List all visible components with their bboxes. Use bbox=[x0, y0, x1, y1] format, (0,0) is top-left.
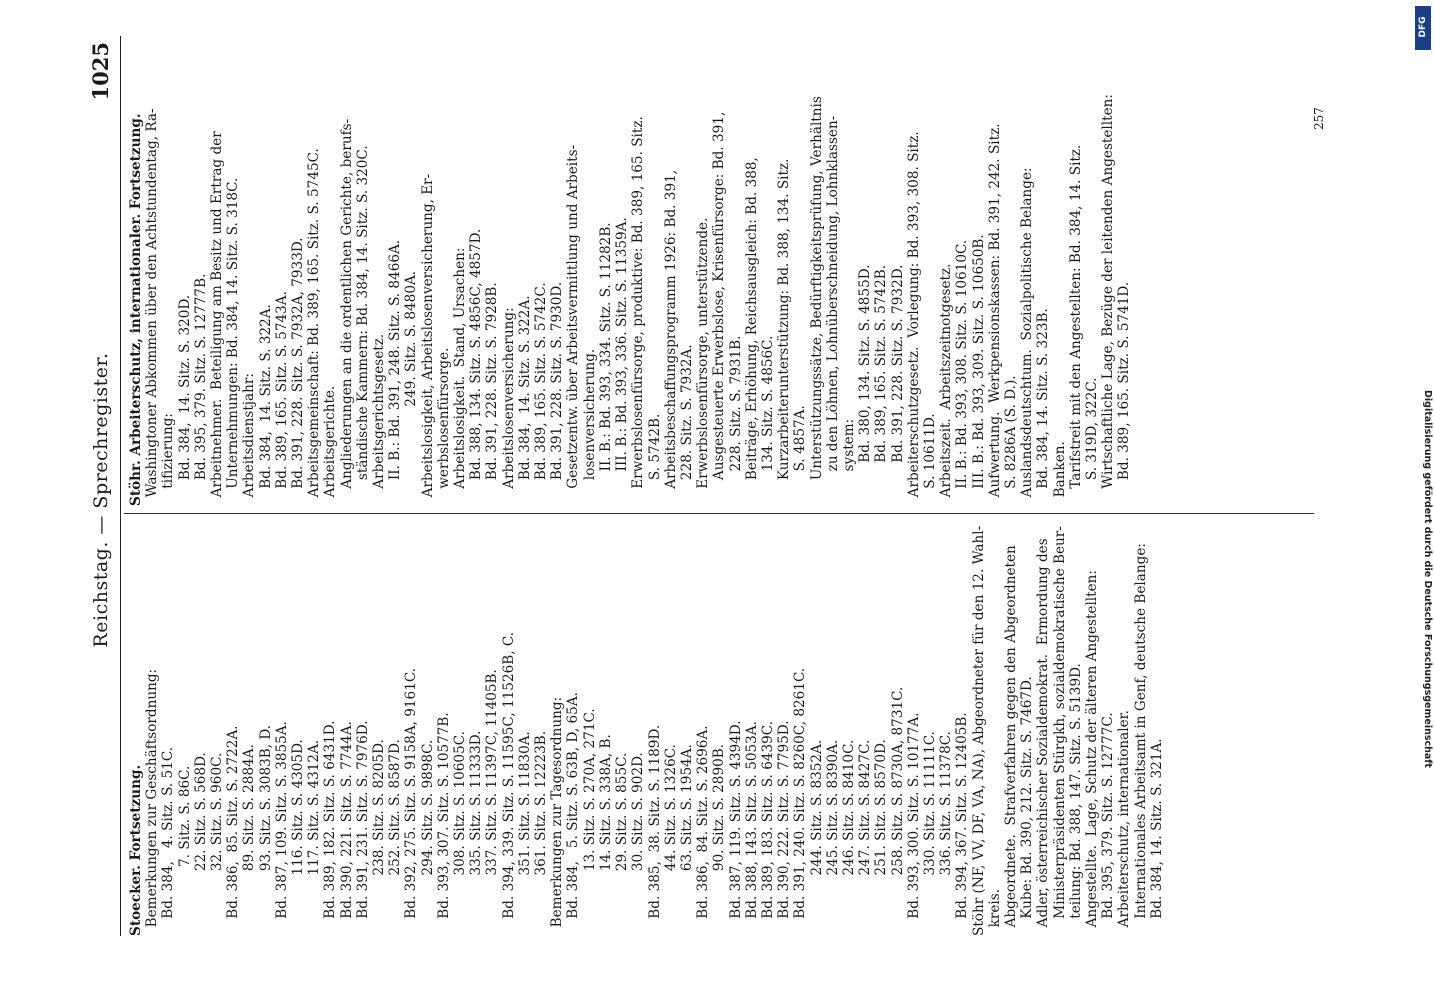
register-line: Erwerbslosenfürsorge, unterstützende. bbox=[695, 217, 712, 506]
register-line: 63. Sitz. S. 1954A. bbox=[678, 744, 695, 936]
register-line: Bd. 384, 5. Sitz. S. 63B, D, 65A. bbox=[565, 692, 582, 936]
register-line: Arbeitszeit. Arbeitszeitnotgesetz. bbox=[938, 263, 955, 506]
register-line: Bd. 384, 14. Sitz. S. 320D. bbox=[176, 294, 193, 506]
register-line: tifizierung: bbox=[160, 412, 177, 506]
register-line: 22. Sitz. S. 568D. bbox=[192, 752, 209, 936]
register-line: II. B.: Bd. 391, 248. Sitz. S. 8466A. bbox=[387, 239, 404, 506]
register-line: 249. Sitz. S. 8480A. bbox=[403, 270, 420, 506]
register-line: 7. Sitz. S. 86C. bbox=[176, 765, 193, 936]
register-line: kreis. bbox=[986, 888, 1003, 936]
register-line: Bd. 390, 221. Sitz. S. 7744A. bbox=[338, 721, 355, 936]
register-line: 116. Sitz. S. 4305D. bbox=[290, 739, 307, 936]
register-line: Erwerbslosenfürsorge, produktive: Bd. 389, 165. Sitz. bbox=[630, 116, 647, 506]
register-line: 258. Sitz. S. 8730A, 8731C. bbox=[889, 686, 906, 936]
register-line: Bd. 389, 165. Sitz. S. 5743A. bbox=[273, 291, 290, 506]
register-line: Bd. 391, 228. Sitz. S. 7932A, 7933D. bbox=[290, 237, 307, 506]
register-line: Bd. 391, 228. Sitz. S. 7930D. bbox=[549, 281, 566, 506]
register-line: Bd. 387, 119. Sitz. S. 4394D. bbox=[727, 720, 744, 936]
register-line: Auslandsdeutschtum. Sozialpolitische Belange: bbox=[1019, 167, 1036, 506]
register-line: ständische Kammern: Bd. 384, 14. Sitz. S. 320C. bbox=[354, 145, 371, 506]
register-line: Ministerpräsidenten Stürgkh, sozialdemokratische Beur- bbox=[1051, 526, 1068, 936]
register-line: 330. Sitz. S. 11111C. bbox=[921, 731, 938, 936]
register-line: S. 10611D. bbox=[921, 413, 938, 506]
register-line: Angliederungen an die ordentlichen Gerichte, berufs- bbox=[338, 118, 355, 506]
register-line: II. B.: Bd. 393, 334. Sitz. S. 11282B. bbox=[597, 222, 614, 506]
register-line: 247. Sitz. S. 8427C. bbox=[857, 739, 874, 936]
register-line: Wirtschaftliche Lage, Bezüge der leitenden Angestellten: bbox=[1100, 94, 1117, 506]
register-line: Bd. 389, 165. Sitz. S. 5741D. bbox=[1116, 281, 1133, 506]
register-line: Abgeordnete. Strafverfahren gegen den Abgeordneten bbox=[1002, 545, 1019, 936]
register-line: Bd. 387, 109. Sitz. S. 3855A. bbox=[273, 721, 290, 936]
register-line: Bd. 389, 165. Sitz. S. 5742C. bbox=[533, 282, 550, 506]
register-line: Bd. 384, 14. Sitz. S. 322A. bbox=[516, 295, 533, 506]
register-line: Banken. bbox=[1051, 441, 1068, 506]
register-line: 228. Sitz. S. 7932A. bbox=[678, 344, 695, 506]
register-line: 134. Sitz. S. 4856C. bbox=[759, 335, 776, 506]
register-line: Arbeitslosenversicherung: bbox=[500, 307, 517, 506]
register-line: Bd. 392, 275. Sitz. S. 9158A, 9161C. bbox=[403, 667, 420, 936]
register-line: Bd. 391, 240. Sitz. S. 8260C, 8261C. bbox=[792, 667, 809, 936]
register-line: Arbeiterschutz, internationaler. bbox=[1116, 710, 1133, 936]
register-line: Adler, österreichischer Sozialdemokrat. Ermordung des bbox=[1035, 538, 1052, 936]
register-line: Bd. 393, 300. Sitz. S. 10177A. bbox=[905, 712, 922, 936]
register-line: Bd. 391, 228. Sitz. S. 7932D. bbox=[889, 264, 906, 506]
register-line: Bd. 393, 307. Sitz. S. 10577B. bbox=[435, 712, 452, 936]
register-line: 89. Sitz. S. 2884A. bbox=[241, 744, 258, 936]
register-line: 294. Sitz. S. 9898C. bbox=[419, 739, 436, 936]
register-line: Bd. 394, 339. Sitz. S. 11595C, 11526B, C. bbox=[500, 631, 517, 936]
register-line: 245. Sitz. S. 8390A. bbox=[824, 739, 841, 936]
register-line: Bd. 389, 165. Sitz. S. 5742B. bbox=[873, 264, 890, 506]
register-line: S. 5742B. bbox=[646, 413, 663, 506]
register-line: Kube: Bd. 390, 212. Sitz. S. 7467D. bbox=[1019, 676, 1036, 936]
register-line: Bd. 384, 14. Sitz. S. 323B. bbox=[1035, 308, 1052, 506]
signature-number: 257 bbox=[1312, 107, 1326, 130]
register-line: Bd. 395, 379. Sitz. S. 12777C. bbox=[1100, 712, 1117, 936]
register-line: 93. Sitz. S. 3083B, D. bbox=[257, 724, 274, 936]
register-line: 14. Sitz. S. 338A, B. bbox=[597, 734, 614, 936]
register-line: III. B.: Bd. 393, 309. Sitz. S. 10650B. bbox=[970, 234, 987, 506]
register-line: 336. Sitz. S. 11378C. bbox=[938, 731, 955, 936]
left-column bbox=[128, 506, 1165, 936]
register-line: Stoecker. Fortsetzung. bbox=[128, 764, 144, 936]
register-line: Bd. 391, 231. Sitz. S. 7976D. bbox=[354, 720, 371, 936]
register-line: Arbeitsgemeinschaft: Bd. 389, 165. Sitz. S. 5745C. bbox=[306, 148, 323, 506]
register-line: 251. Sitz. S. 8570D. bbox=[873, 739, 890, 936]
register-line: 252. Sitz. S. 8587D. bbox=[387, 739, 404, 936]
register-line: 361. Sitz. S. 12223B. bbox=[533, 730, 550, 936]
register-line: 244. Sitz. S. 8352A. bbox=[808, 739, 825, 936]
register-line: Stöhr (NF, VV, DF, VA, NA), Abgeordneter für den 12. Wahl- bbox=[970, 525, 987, 936]
register-line: Bd. 386, 85. Sitz. S. 2722A. bbox=[225, 725, 242, 936]
register-line: Gesetzentw. über Arbeitsvermittlung und Arbeits- bbox=[565, 144, 582, 506]
register-line: 30. Sitz. S. 902D. bbox=[630, 752, 647, 936]
running-title: Reichstag. — Sprechregister. bbox=[90, 352, 112, 648]
register-line: Bd. 390, 222. Sitz. S. 7795D. bbox=[776, 720, 793, 936]
register-line: system: bbox=[840, 418, 857, 506]
right-column bbox=[128, 76, 1133, 506]
register-line: 228. Sitz. S. 7931B. bbox=[727, 335, 744, 506]
register-line: Arbeitsgerichtsgesetz. bbox=[371, 333, 388, 506]
dfg-logo-text: DFG bbox=[1418, 16, 1428, 38]
register-line: 13. Sitz. S. 270A, 271C. bbox=[581, 708, 598, 936]
register-line: Beiträge, Erhöhung, Reichsausgleich: Bd. 388, bbox=[743, 157, 760, 506]
register-line: Bemerkungen zur Tagesordnung: bbox=[549, 696, 566, 936]
register-line: Bd. 380, 134. Sitz. S. 4855D. bbox=[857, 264, 874, 506]
page-header bbox=[88, 40, 118, 960]
digitization-note: Digitalisierung gefördert durch die Deutsche Forschungsgemeinschaft bbox=[1422, 390, 1433, 768]
register-line: Bd. 388, 134. Sitz. S. 4856C, 4857D. bbox=[468, 228, 485, 506]
register-line: Arbeitslosigkeit. Stand, Ursachen: bbox=[452, 247, 469, 506]
register-line: Bd. 395, 379. Sitz. S. 12777B. bbox=[192, 273, 209, 506]
register-line: S. 4857A. bbox=[792, 405, 809, 506]
register-line: 246. Sitz. S. 8410C. bbox=[840, 739, 857, 936]
register-line: Ausgesteuerte Erwerbslose, Krisenfürsorge: Bd. 391, bbox=[711, 111, 728, 506]
register-line: losenversicherung. bbox=[581, 348, 598, 506]
register-line: Arbeitsdienstjahr: bbox=[241, 373, 258, 506]
register-line: Bd. 394, 367. Sitz. S. 12405B. bbox=[954, 712, 971, 936]
register-line: III. B.: Bd. 393, 336. Sitz. S. 11359A. bbox=[614, 217, 631, 506]
register-line: Aufwertung. Werkpensionskassen: Bd. 391, 242. Sitz. bbox=[986, 123, 1003, 506]
register-line: Bd. 389, 183. Sitz. S. 6439C. bbox=[759, 720, 776, 936]
register-line: Bd. 389, 182. Sitz. S. 6431D. bbox=[322, 720, 339, 936]
register-line: werbslosenfürsorge. bbox=[435, 347, 452, 506]
register-line: Unternehmungen: Bd. 384, 14. Sitz. S. 318C. bbox=[225, 177, 242, 506]
header-rule bbox=[120, 36, 121, 936]
register-line: Stöhr. Arbeiterschutz, internationaler. Fortsetzung. bbox=[128, 113, 144, 506]
register-line: Unterstützungssätze, Bedürftigkeitsprüfung, Verhältnis bbox=[808, 96, 825, 506]
register-line: S. 8286A (S. D.). bbox=[1002, 375, 1019, 506]
dfg-logo bbox=[1415, 6, 1431, 50]
register-line: 337. Sitz. S. 11397C, 11405B. bbox=[484, 669, 501, 936]
register-line: Angestellte. Lage, Schutz der älteren Angestellten: bbox=[1083, 570, 1100, 936]
register-line: 351. Sitz. S. 11830A. bbox=[516, 731, 533, 936]
register-line: S. 319D, 322C. bbox=[1083, 377, 1100, 506]
register-line: II. B.: Bd. 393, 308. Sitz. S. 10610C. bbox=[954, 239, 971, 506]
register-line: Bd. 391, 228. Sitz. S. 7928B. bbox=[484, 282, 501, 506]
register-line: 90. Sitz. S. 2890B. bbox=[711, 743, 728, 936]
register-line: 32. Sitz. S. 960C. bbox=[209, 752, 226, 936]
register-line: Tarifstreit mit den Angestellten: Bd. 384, 14. Sitz. bbox=[1067, 144, 1084, 506]
register-line: teilung: Bd. 388, 147. Sitz. S. 5139D. bbox=[1067, 663, 1084, 936]
register-line: Bd. 384, 14. Sitz. S. 322A. bbox=[257, 304, 274, 506]
register-line: Internationales Arbeitsamt in Genf, deutsche Belange: bbox=[1132, 543, 1149, 936]
register-line: Arbeitsbeschaffungsprogramm 1926: Bd. 391, bbox=[662, 169, 679, 506]
register-line: Bd. 384, 4. Sitz. S. 51C. bbox=[160, 746, 177, 936]
register-line: 308. Sitz. S. 10605C. bbox=[452, 731, 469, 936]
register-line: Arbeiterschutzgesetz. Vorlegung: Bd. 393, 308. Sitz. bbox=[905, 131, 922, 506]
register-line: Arbeitslosigkeit, Arbeitslosenversicherung, Er- bbox=[419, 173, 436, 506]
register-line: Bemerkungen zur Geschäftsordnung: bbox=[144, 668, 161, 936]
register-line: 238. Sitz. S. 8205D. bbox=[371, 739, 388, 936]
register-line: Washingtoner Abkommen über den Achtstundentag, Ra- bbox=[144, 108, 161, 506]
page-number: 1025 bbox=[88, 42, 113, 101]
register-line: Bd. 384, 14. Sitz. S. 321A. bbox=[1148, 738, 1165, 936]
register-line: 335. Sitz. S. 11333D. bbox=[468, 730, 485, 936]
register-line: zu den Löhnen, Lohnüberschneidung, Lohnklassen- bbox=[824, 115, 841, 506]
register-line: Arbeitnehmer. Beteiligung am Besitz und Ertrag der bbox=[209, 131, 226, 506]
register-line: 117. Sitz. S. 4312A. bbox=[306, 739, 323, 936]
register-line: Kurzarbeiterunterstützung: Bd. 388, 134. Sitz. bbox=[776, 158, 793, 506]
register-line: Arbeitsgerichte. bbox=[322, 385, 339, 506]
register-line: Bd. 386, 84. Sitz. S. 2696A. bbox=[695, 725, 712, 936]
register-line: 44. Sitz. S. 1326C. bbox=[662, 744, 679, 936]
register-line: 29. Sitz. S. 855C. bbox=[614, 752, 631, 936]
register-line: Bd. 385, 38. Sitz. S. 1189D. bbox=[646, 724, 663, 936]
register-line: Bd. 388, 143. Sitz. S. 5053A. bbox=[743, 721, 760, 936]
